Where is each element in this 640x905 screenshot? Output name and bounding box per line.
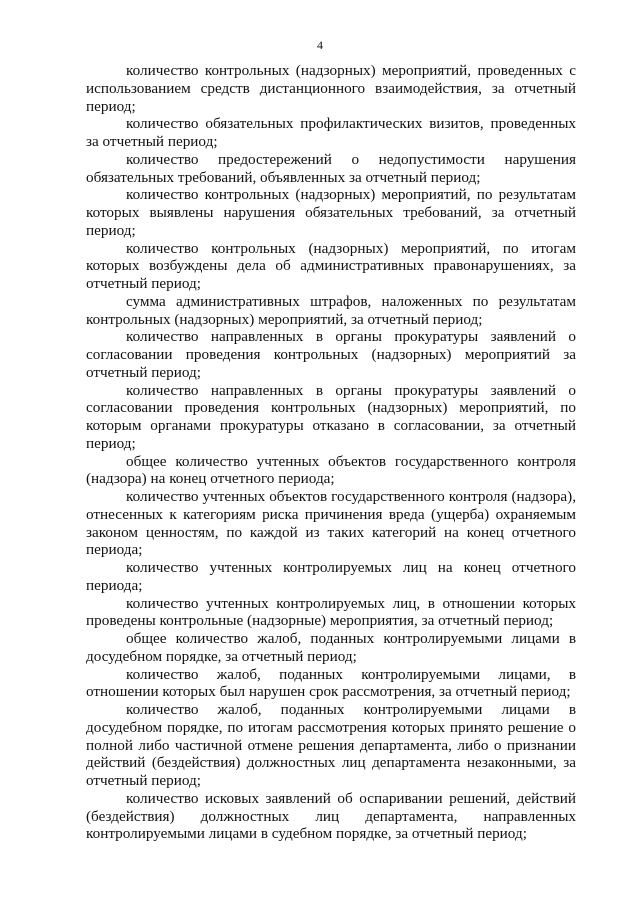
paragraph-16: количество исковых заявлений об оспаривании решений, действий (бездействия) должностных лиц департамента, направленных контролируемыми лицами в судебном порядке, за отчетный период; [86, 789, 576, 843]
paragraph-2: количество обязательных профилактических визитов, проведенных за отчетный период; [86, 115, 576, 150]
paragraph-1: количество контрольных (надзорных) мероприятий, проведенных с использованием средств дистанционного взаимодействия, за отчетный период; [86, 62, 576, 115]
page-number: 4 [317, 38, 323, 52]
paragraph-13: общее количество жалоб, поданных контролируемыми лицами в досудебном порядке, за отчетный период; [86, 630, 576, 665]
paragraph-9: общее количество учтенных объектов государственного контроля (надзора) на конец отчетного периода; [86, 452, 576, 488]
paragraph-8: количество направленных в органы прокуратуры заявлений о согласовании проведения контрольных (надзорных) мероприятий, по которым органами прокуратуры отказано в согласовании, за отчетный период; [86, 381, 576, 452]
paragraph-7: количество направленных в органы прокуратуры заявлений о согласовании проведения контрольных (надзорных) мероприятий за отчетный период; [86, 328, 576, 381]
paragraph-10: количество учтенных объектов государственного контроля (надзора), отнесенных к категориям риска причинения вреда (ущерба) охраняемым законом ценностям, по каждой из таких категорий на конец отчетного периода; [86, 488, 576, 559]
paragraph-12: количество учтенных контролируемых лиц, в отношении которых проведены контрольные (надзорные) мероприятия, за отчетный период; [86, 594, 576, 630]
paragraph-4: количество контрольных (надзорных) мероприятий, по результатам которых выявлены нарушения обязательных требований, за отчетный период; [86, 186, 576, 239]
paragraph-14: количество жалоб, поданных контролируемыми лицами, в отношении которых был нарушен срок рассмотрения, за отчетный период; [86, 665, 576, 701]
paragraph-3: количество предостережений о недопустимости нарушения обязательных требований, объявленных за отчетный период; [86, 150, 576, 186]
paragraph-6: сумма административных штрафов, наложенных по результатам контрольных (надзорных) мероприятий, за отчетный период; [86, 292, 576, 328]
document-body [86, 62, 576, 843]
paragraph-5: количество контрольных (надзорных) мероприятий, по итогам которых возбуждены дела об административных правонарушениях, за отчетный период; [86, 239, 576, 292]
paragraph-15: количество жалоб, поданных контролируемыми лицами в досудебном порядке, по итогам рассмотрения которых принято решение о полной либо частичной отмене решения департамента, либо о признании действий (бездействия) должностных лиц департамента незаконными, за отчетный период; [86, 701, 576, 789]
paragraph-11: количество учтенных контролируемых лиц на конец отчетного периода; [86, 559, 576, 594]
